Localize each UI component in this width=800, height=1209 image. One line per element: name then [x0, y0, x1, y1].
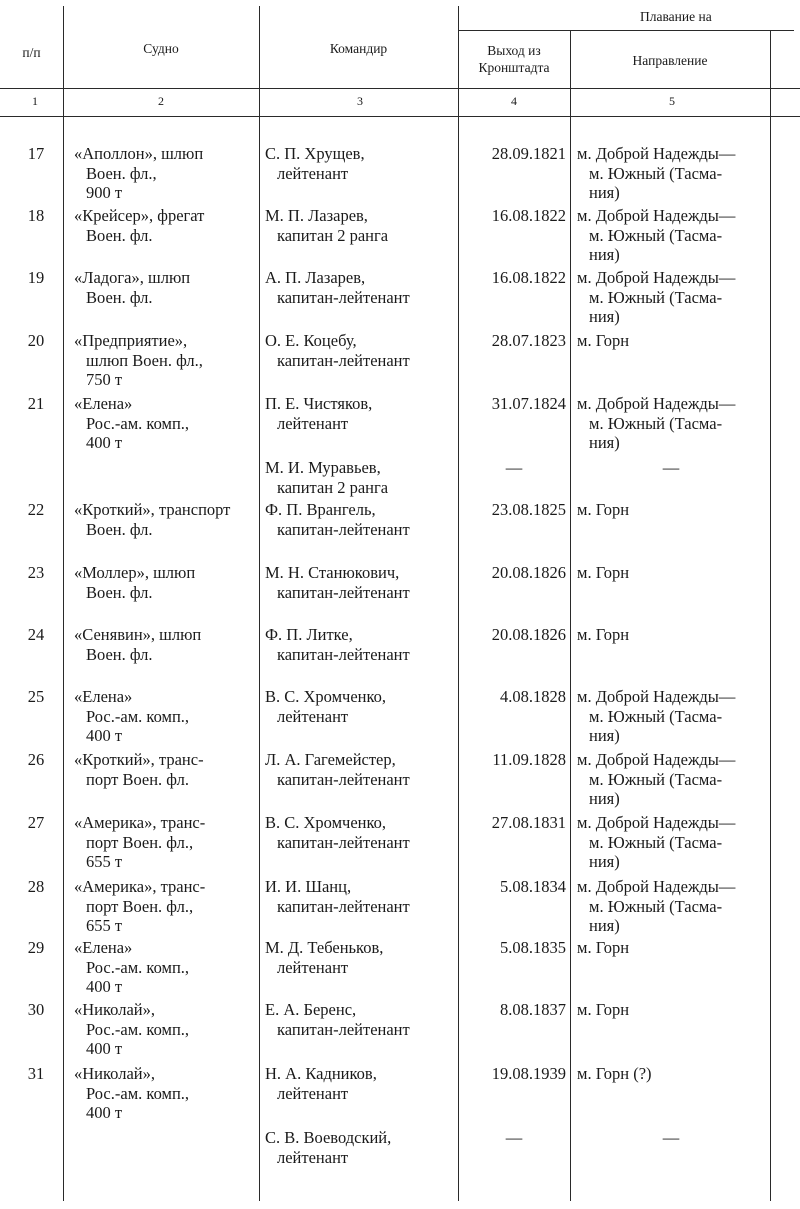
direction-cell-line: м. Южный (Тасма-: [589, 769, 723, 789]
direction-cell-line: м. Доброй Надежды—: [577, 687, 736, 706]
column-number: 2: [158, 94, 164, 108]
vessel-cell-line: шлюп Воен. фл.,: [86, 350, 203, 370]
commander-cell-line: капитан-лейтенант: [277, 1019, 410, 1039]
commander-cell-line: лейтенант: [277, 1083, 349, 1103]
direction-cell-line: м. Южный (Тасма-: [589, 287, 723, 307]
direction-cell-line: м. Южный (Тасма-: [589, 413, 723, 433]
commander-cell: [265, 206, 457, 245]
vessel-cell: [74, 144, 258, 203]
vessel-cell-line: Воен. фл.,: [86, 163, 157, 183]
direction-cell-line: м. Горн (?): [577, 1064, 652, 1083]
header-col-num: п/п: [22, 45, 41, 60]
header-group-title: Плавание на: [640, 9, 712, 24]
vessel-cell-line: «Предприятие»,: [74, 331, 188, 350]
departure-date: 5.08.1834: [500, 877, 566, 896]
vessel-cell-line: «Крейсер», фрегат: [74, 206, 205, 225]
column-rule: [458, 6, 459, 1201]
departure-date: 27.08.1831: [491, 813, 566, 832]
direction-cell-line: м. Горн: [577, 1000, 630, 1019]
commander-cell: [265, 458, 457, 497]
direction-cell-line: ния): [589, 916, 620, 935]
commander-cell-line: П. Е. Чистяков,: [265, 394, 373, 413]
vessel-cell: [74, 268, 258, 307]
commander-cell: [265, 500, 457, 539]
row-number: 18: [27, 206, 45, 225]
vessel-cell-line: «Елена»: [74, 394, 133, 413]
vessel-cell: [74, 1000, 258, 1059]
commander-cell-line: М. Д. Тебеньков,: [265, 938, 384, 957]
vessel-cell: [74, 877, 258, 936]
direction-cell-line: м. Доброй Надежды—: [577, 206, 736, 225]
direction-cell: [577, 750, 765, 809]
commander-cell-line: В. С. Хромченко,: [265, 687, 387, 706]
departure-date: —: [505, 458, 523, 477]
direction-cell-line: ния): [589, 307, 620, 326]
commander-cell-line: капитан-лейтенант: [277, 287, 410, 307]
header-col-direction: Направление: [632, 53, 708, 68]
direction-cell: [577, 268, 765, 327]
vessel-cell-line: Рос.-ам. комп.,: [86, 957, 190, 977]
commander-cell: [265, 563, 457, 602]
direction-cell-line: ния): [589, 852, 620, 871]
direction-cell-line: ния): [589, 789, 620, 808]
vessel-cell-line: 400 т: [86, 1103, 123, 1122]
direction-cell-line: м. Горн: [577, 563, 630, 582]
commander-cell-line: Л. А. Гагемейстер,: [265, 750, 396, 769]
vessel-cell-line: «Сенявин», шлюп: [74, 625, 202, 644]
commander-cell: [265, 750, 457, 789]
vessel-cell: [74, 206, 258, 245]
direction-cell-line: м. Южный (Тасма-: [589, 163, 723, 183]
row-number: 17: [27, 144, 45, 163]
commander-cell: [265, 625, 457, 664]
departure-date: 20.08.1826: [491, 625, 566, 644]
direction-cell-line: м. Доброй Надежды—: [577, 394, 736, 413]
direction-cell-line: м. Доброй Надежды—: [577, 268, 736, 287]
row-number: 28: [27, 877, 45, 896]
departure-date: 23.08.1825: [491, 500, 566, 519]
commander-cell-line: лейтенант: [277, 163, 349, 183]
commander-cell-line: капитан-лейтенант: [277, 519, 410, 539]
vessel-cell-line: 400 т: [86, 726, 123, 745]
direction-cell-line: м. Доброй Надежды—: [577, 750, 736, 769]
direction-cell: [577, 938, 765, 958]
row-number: 20: [27, 331, 45, 350]
commander-cell-line: лейтенант: [277, 1147, 349, 1167]
vessel-cell-line: порт Воен. фл.,: [86, 896, 194, 916]
vessel-cell-line: 655 т: [86, 852, 123, 871]
vessel-cell: [74, 813, 258, 872]
row-number: 27: [27, 813, 45, 832]
commander-cell: [265, 813, 457, 852]
direction-cell-line: м. Доброй Надежды—: [577, 877, 736, 896]
commander-cell-line: капитан 2 ранга: [277, 477, 389, 497]
direction-cell: [577, 813, 765, 872]
direction-cell-line: м. Южный (Тасма-: [589, 832, 723, 852]
direction-cell: [577, 206, 765, 265]
vessel-cell-line: 900 т: [86, 183, 123, 202]
direction-cell-line: —: [662, 458, 680, 477]
departure-date: 11.09.1828: [492, 750, 566, 769]
commander-cell-line: М. И. Муравьев,: [265, 458, 381, 477]
vessel-cell: [74, 938, 258, 997]
column-number: 1: [32, 94, 38, 108]
vessel-cell: [74, 1064, 258, 1123]
commander-cell-line: С. П. Хрущев,: [265, 144, 365, 163]
row-number: 22: [27, 500, 45, 519]
row-number: 23: [27, 563, 45, 582]
vessel-cell: [74, 394, 258, 453]
commander-cell-line: И. И. Шанц,: [265, 877, 352, 896]
vessel-cell-line: «Елена»: [74, 687, 133, 706]
vessel-cell-line: 400 т: [86, 977, 123, 996]
commander-cell-line: Ф. П. Литке,: [265, 625, 353, 644]
column-number: 5: [669, 94, 675, 108]
commander-cell: [265, 687, 457, 726]
departure-date: 20.08.1826: [491, 563, 566, 582]
vessel-cell-line: 400 т: [86, 433, 123, 452]
direction-cell-line: м. Горн: [577, 938, 630, 957]
header-rule: [0, 88, 800, 89]
vessel-cell: [74, 563, 258, 602]
commander-cell-line: капитан-лейтенант: [277, 582, 410, 602]
commander-cell-line: лейтенант: [277, 413, 349, 433]
vessel-cell: [74, 750, 258, 789]
direction-cell: [577, 1128, 765, 1148]
direction-cell-line: м. Доброй Надежды—: [577, 813, 736, 832]
commander-cell-line: капитан-лейтенант: [277, 896, 410, 916]
departure-date: 19.08.1939: [491, 1064, 566, 1083]
commander-cell-line: А. П. Лазарев,: [265, 268, 366, 287]
column-rule: [259, 6, 260, 1201]
column-number: 4: [511, 94, 517, 108]
direction-cell: [577, 563, 765, 583]
vessel-cell-line: Воен. фл.: [86, 582, 153, 602]
direction-cell-line: ния): [589, 433, 620, 452]
vessel-cell-line: «Моллер», шлюп: [74, 563, 196, 582]
direction-cell: [577, 458, 765, 478]
direction-cell-line: м. Южный (Тасма-: [589, 706, 723, 726]
departure-date: 4.08.1828: [500, 687, 566, 706]
direction-cell: [577, 144, 765, 203]
vessel-cell-line: 400 т: [86, 1039, 123, 1058]
departure-date: 31.07.1824: [491, 394, 566, 413]
vessel-cell: [74, 687, 258, 746]
direction-cell-line: м. Доброй Надежды—: [577, 144, 736, 163]
departure-date: 16.08.1822: [491, 268, 566, 287]
row-number: 30: [27, 1000, 45, 1019]
commander-cell-line: капитан 2 ранга: [277, 225, 389, 245]
departure-date: 5.08.1835: [500, 938, 566, 957]
direction-cell-line: м. Горн: [577, 625, 630, 644]
commander-cell-line: лейтенант: [277, 957, 349, 977]
vessel-cell-line: «Николай»,: [74, 1000, 155, 1019]
commander-cell-line: М. П. Лазарев,: [265, 206, 368, 225]
direction-cell: [577, 877, 765, 936]
row-number: 25: [27, 687, 45, 706]
departure-date: 28.09.1821: [491, 144, 566, 163]
direction-cell: [577, 687, 765, 746]
column-rule: [770, 30, 771, 1201]
vessel-cell-line: 655 т: [86, 916, 123, 935]
row-number: 24: [27, 625, 45, 644]
vessel-cell-line: Рос.-ам. комп.,: [86, 1083, 190, 1103]
column-number: 3: [357, 94, 363, 108]
commander-cell-line: М. Н. Станюкович,: [265, 563, 400, 582]
vessel-cell-line: Рос.-ам. комп.,: [86, 706, 190, 726]
direction-cell-line: м. Горн: [577, 331, 630, 350]
direction-cell-line: ния): [589, 245, 620, 264]
vessel-cell-line: «Ладога», шлюп: [74, 268, 191, 287]
direction-cell: [577, 1064, 765, 1084]
departure-date: 8.08.1837: [500, 1000, 566, 1019]
commander-cell-line: лейтенант: [277, 706, 349, 726]
vessel-cell-line: Воен. фл.: [86, 225, 153, 245]
vessel-cell-line: «Аполлон», шлюп: [74, 144, 204, 163]
commander-cell-line: капитан-лейтенант: [277, 832, 410, 852]
direction-cell: [577, 1000, 765, 1020]
direction-cell: [577, 500, 765, 520]
departure-date: 28.07.1823: [491, 331, 566, 350]
header-col-departure: Выход из Кронштадта: [478, 43, 550, 75]
commander-cell: [265, 394, 457, 433]
commander-cell: [265, 331, 457, 370]
commander-cell-line: В. С. Хромченко,: [265, 813, 387, 832]
vessel-cell-line: Рос.-ам. комп.,: [86, 1019, 190, 1039]
commander-cell: [265, 1128, 457, 1167]
vessel-cell-line: 750 т: [86, 370, 123, 389]
commander-cell: [265, 1000, 457, 1039]
direction-cell-line: м. Южный (Тасма-: [589, 896, 723, 916]
vessel-cell: [74, 500, 258, 539]
group-header-rule: [458, 30, 794, 31]
vessel-cell-line: «Америка», транс-: [74, 877, 206, 896]
row-number: 29: [27, 938, 45, 957]
commander-cell-line: О. Е. Коцебу,: [265, 331, 357, 350]
commander-cell: [265, 144, 457, 183]
commander-cell-line: С. В. Воеводский,: [265, 1128, 392, 1147]
departure-date: 16.08.1822: [491, 206, 566, 225]
vessel-cell-line: Воен. фл.: [86, 287, 153, 307]
vessel-cell-line: «Елена»: [74, 938, 133, 957]
vessel-cell-line: «Николай»,: [74, 1064, 155, 1083]
direction-cell-line: ния): [589, 726, 620, 745]
direction-cell-line: м. Южный (Тасма-: [589, 225, 723, 245]
vessel-cell: [74, 625, 258, 664]
vessel-cell-line: порт Воен. фл.: [86, 769, 189, 789]
commander-cell-line: капитан-лейтенант: [277, 769, 410, 789]
vessel-cell-line: «Кроткий», транс-: [74, 750, 204, 769]
commander-cell: [265, 268, 457, 307]
column-rule: [63, 6, 64, 1201]
direction-cell: [577, 625, 765, 645]
commander-cell-line: капитан-лейтенант: [277, 644, 410, 664]
vessel-cell-line: порт Воен. фл.,: [86, 832, 194, 852]
direction-cell: [577, 331, 765, 351]
header-col-commander: Командир: [329, 41, 388, 56]
header-col-vessel: Судно: [143, 41, 179, 56]
row-number: 31: [27, 1064, 45, 1083]
commander-cell-line: Ф. П. Врангель,: [265, 500, 376, 519]
direction-cell-line: ния): [589, 183, 620, 202]
commander-cell-line: Е. А. Беренс,: [265, 1000, 357, 1019]
vessel-cell-line: «Америка», транс-: [74, 813, 206, 832]
vessel-cell-line: «Кроткий», транспорт: [74, 500, 231, 519]
departure-date: —: [505, 1128, 523, 1147]
commander-cell-line: Н. А. Кадников,: [265, 1064, 377, 1083]
row-number: 19: [27, 268, 45, 287]
vessel-cell: [74, 331, 258, 390]
commander-cell: [265, 938, 457, 977]
direction-cell-line: м. Горн: [577, 500, 630, 519]
vessel-cell-line: Воен. фл.: [86, 519, 153, 539]
column-rule: [570, 30, 571, 1201]
direction-cell-line: —: [662, 1128, 680, 1147]
commander-cell: [265, 1064, 457, 1103]
vessel-cell-line: Воен. фл.: [86, 644, 153, 664]
direction-cell: [577, 394, 765, 453]
row-number: 21: [27, 394, 45, 413]
commander-cell: [265, 877, 457, 916]
commander-cell-line: капитан-лейтенант: [277, 350, 410, 370]
row-number: 26: [27, 750, 45, 769]
numbers-rule: [0, 116, 800, 117]
vessel-cell-line: Рос.-ам. комп.,: [86, 413, 190, 433]
